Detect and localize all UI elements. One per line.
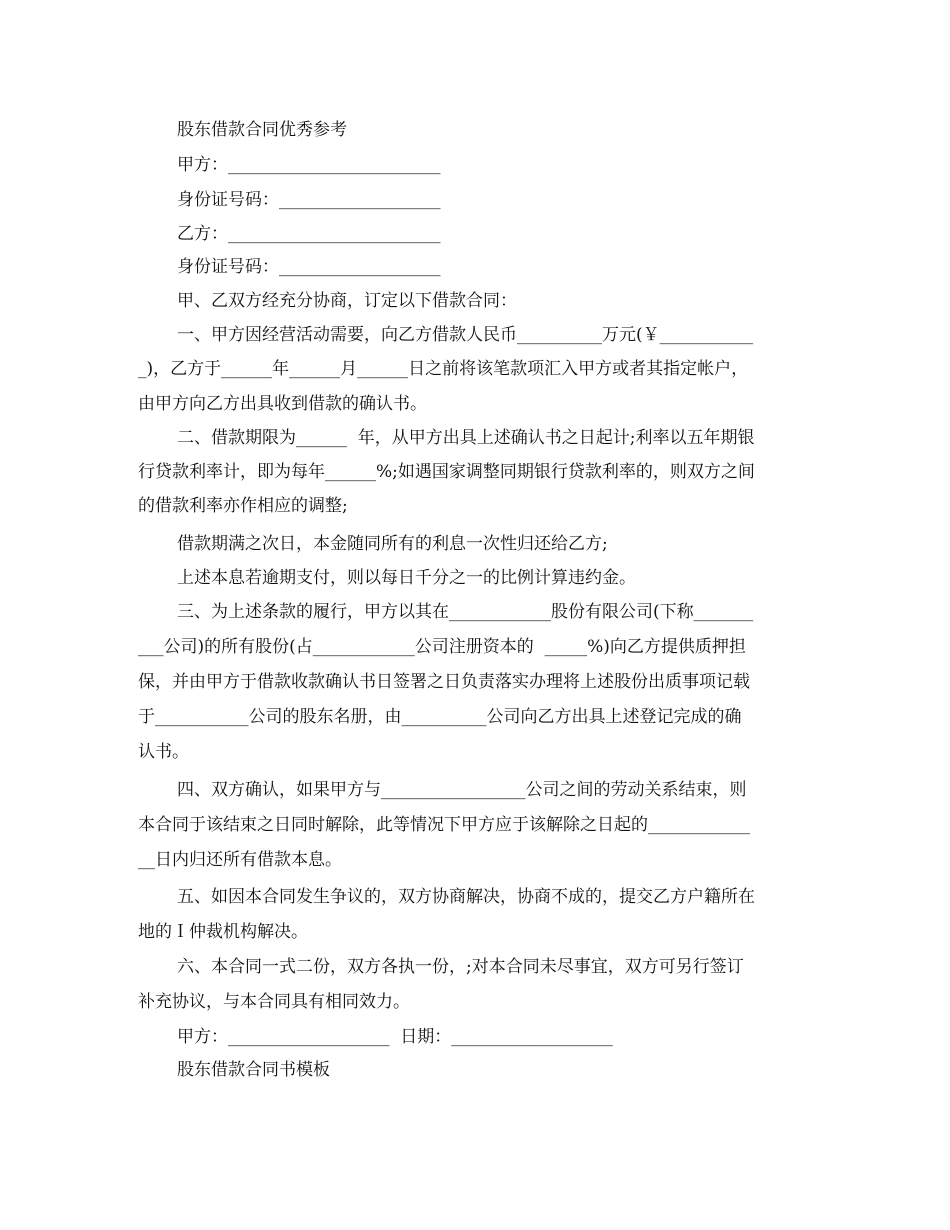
clause-6-line-2: 补充协议，与本合同具有相同效力。 — [138, 992, 410, 1012]
clause-2-penalty: 上述本息若逾期支付，则以每日千分之一的比例计算违约金。 — [177, 568, 636, 588]
clause-3-line-5: 认书。 — [138, 742, 189, 762]
clause-1-line-3: 由甲方向乙方出具收到借款的确认书。 — [138, 394, 427, 414]
clause-1-line-2: _)，乙方于______年______月______日之前将该笔款项汇入甲方或者其指定帐户， — [138, 359, 749, 379]
party-a-id-line: 身份证号码：___________________ — [177, 190, 441, 210]
clause-5-line-1: 五、如因本合同发生争议的，双方协商解决，协商不成的，提交乙方户籍所在 — [177, 887, 755, 907]
clause-6-line-1: 六、本合同一式二份，双方各执一份，;对本合同未尽事宜，双方可另行签订 — [177, 957, 744, 977]
template-heading: 股东借款合同书模板 — [177, 1060, 330, 1080]
clause-2-line-2: 行贷款利率计，即为每年______%;如遇国家调整同期银行贷款利率的，则双方之间 — [138, 462, 755, 482]
clause-3-line-2: ___公司)的所有股份(占____________公司注册资本的 _____%)向乙方提供质押担 — [138, 637, 746, 657]
clause-4-line-1: 四、双方确认，如果甲方与_________________公司之间的劳动关系结束，则 — [177, 780, 747, 800]
party-b-line: 乙方：_________________________ — [177, 224, 441, 244]
clause-1-line-1: 一、甲方因经营活动需要，向乙方借款人民币__________万元(￥___________ — [177, 325, 754, 345]
clause-3-line-3: 保，并由甲方于借款收款确认书日签署之日负责落实办理将上述股份出质事项记载 — [138, 672, 750, 692]
clause-5-line-2: 地的Ｉ仲裁机构解决。 — [138, 922, 308, 942]
clause-3-line-1: 三、为上述条款的履行，甲方以其在____________股份有限公司(下称_______ — [177, 602, 754, 622]
party-b-id-line: 身份证号码：___________________ — [177, 257, 441, 277]
party-a-line: 甲方：_________________________ — [177, 155, 441, 175]
document-title: 股东借款合同优秀参考 — [177, 120, 347, 140]
clause-2-term-end: 借款期满之次日，本金随同所有的利息一次性归还给乙方; — [177, 534, 608, 554]
clause-4-line-3: __日内归还所有借款本息。 — [138, 850, 342, 870]
clause-3-line-4: 于___________公司的股东名册，由__________公司向乙方出具上述登记完成的确 — [138, 707, 742, 727]
signature-date-line: 甲方：___________________ 日期：___________________ — [177, 1027, 613, 1047]
clause-2-line-1: 二、借款期限为______ 年，从甲方出具上述确认书之日起计;利率以五年期银 — [177, 428, 755, 448]
clause-2-line-3: 的借款利率亦作相应的调整; — [138, 496, 348, 516]
preamble: 甲、乙双方经充分协商，订定以下借款合同： — [177, 291, 517, 311]
clause-4-line-2: 本合同于该结束之日同时解除，此等情况下甲方应于该解除之日起的____________ — [138, 815, 750, 835]
